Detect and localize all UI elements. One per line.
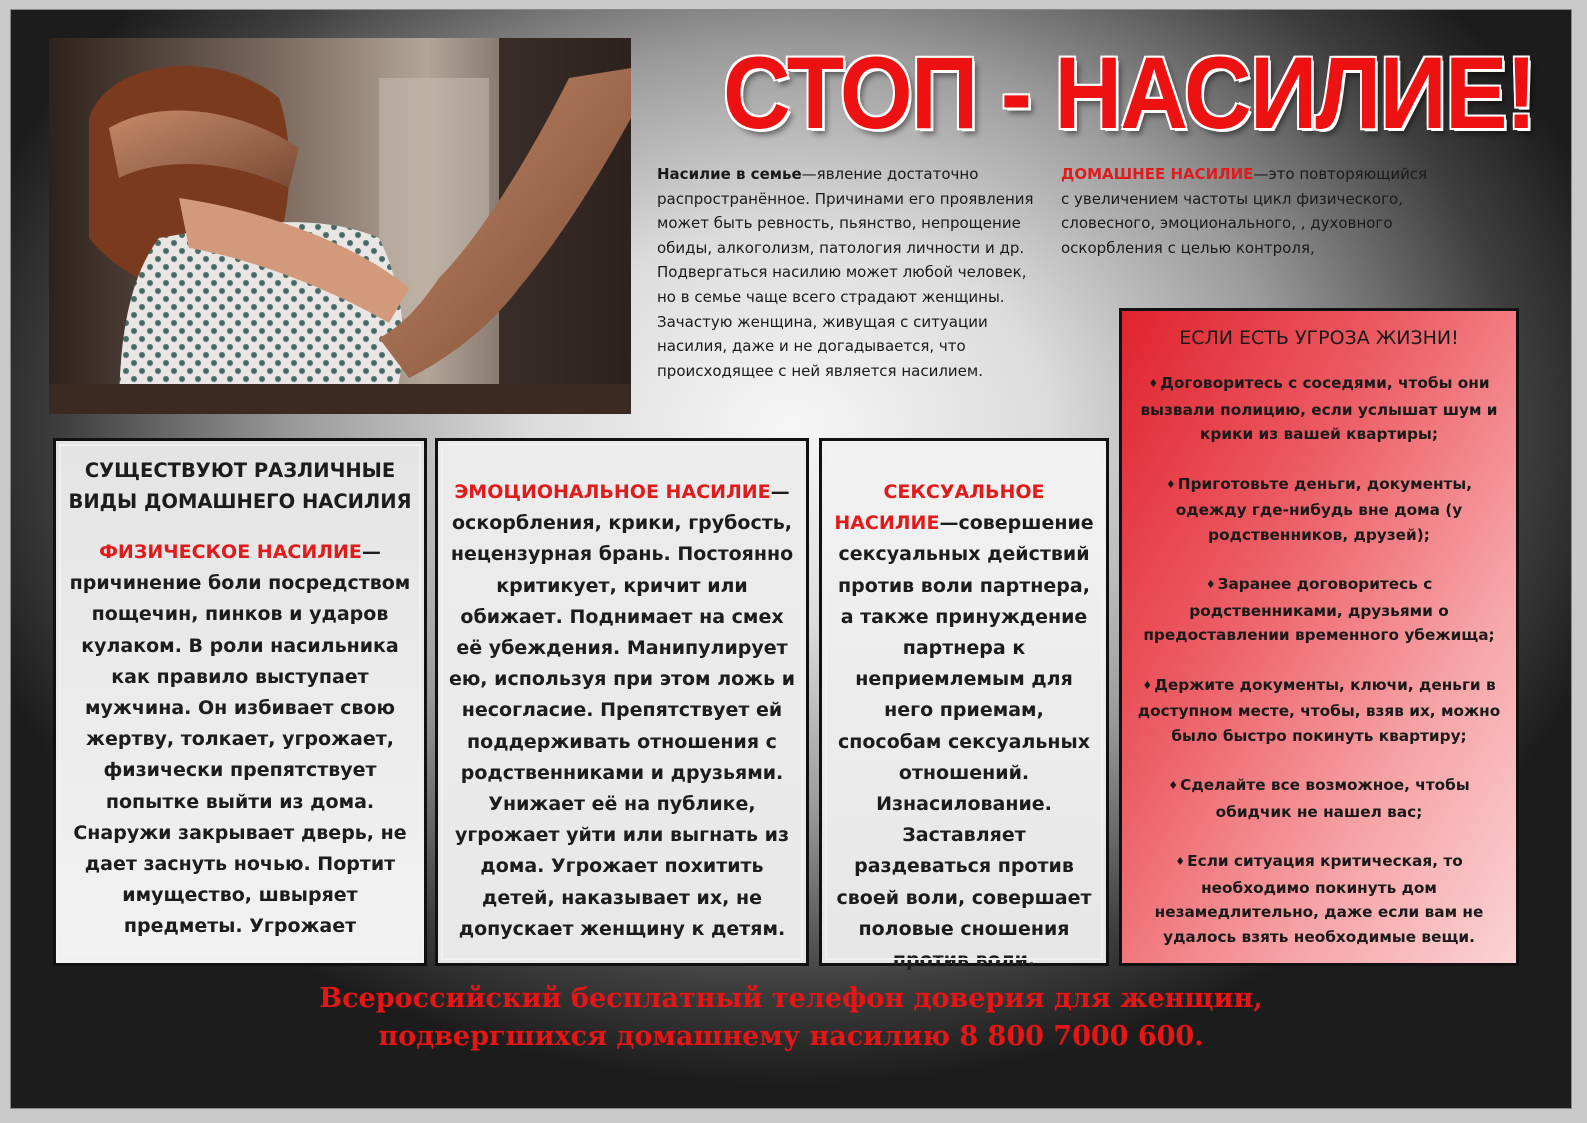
page-title: СТОП - НАСИЛИЕ! [723,36,1536,150]
bullet-diamond-icon: ♦ [1148,377,1159,390]
hotline-line2: подвергшихся домашнему насилию 8 800 7000 600. [378,1021,1204,1052]
emotional-violence-term: ЭМОЦИОНАЛЬНОЕ НАСИЛИЕ [454,481,771,503]
hotline [211,980,1371,1056]
intro-family-violence [657,162,1037,383]
sexual-violence-term: СЕКСУАЛЬНОЕ НАСИЛИЕ [834,481,1045,535]
poster [11,10,1571,1108]
box-emotional-violence [435,438,809,966]
intro-right-term: ДОМАШНЕЕ НАСИЛИЕ [1061,165,1254,183]
box-physical-violence [53,438,427,966]
poster-photo [49,38,631,414]
emotional-violence-text: — оскорбления, крики, грубость, нецензурная брань. Постоянно критикует, кричит или обижает. Поднимает на смех её убеждения. Манипулирует ею, используя при этом ложь и несогласие. Препятствует ей поддерживать отношения с родственниками и друзьями. Унижает её на публике, угрожает уйти или выгнать из дома. Угрожает похитить детей, наказывает их, не допускает женщину к детям. [448,481,796,940]
danger-title: ЕСЛИ ЕСТЬ УГРОЗА ЖИЗНИ! [1179,327,1459,349]
hotline-line1: Всероссийский бесплатный телефон доверия для женщин, [319,983,1263,1014]
danger-item: ♦ Держите документы, ключи, деньги в доступном месте, чтобы, взяв их, можно было быстро покинуть квартиру; [1137,675,1501,745]
intro-left-text: —явление достаточно распространённое. Причинами его проявления может быть ревность, пьянство, непрощение обиды, алкоголизм, патология личности и др. Подвергаться насилию может любой человек, но в семье чаще всего страдают женщины. Зачастую женщина, живущая с ситуации насилия, даже и не догадывается, что происходящее с ней является насилием. [657,165,1034,380]
bullet-diamond-icon: ♦ [1175,855,1186,868]
intro-left-term: Насилие в семье [657,165,802,183]
box-types-heading: СУЩЕСТВУЮТ РАЗЛИЧНЫЕ ВИДЫ ДОМАШНЕГО НАСИЛИЯ [68,459,412,513]
danger-item: ♦ Заранее договоритесь с родственниками, друзьями о предоставлении временного убежища; [1143,575,1495,644]
physical-violence-term: ФИЗИЧЕСКОЕ НАСИЛИЕ [99,541,362,563]
danger-item: ♦ Сделайте все возможное, чтобы обидчик не нашел вас; [1168,776,1470,821]
intro-right-text: —это повторяющийся с увеличением частоты цикл физического, словесного, эмоционального, , духовного оскорбления с целью контроля, [1061,165,1428,257]
bullet-diamond-icon: ♦ [1142,678,1153,692]
danger-item: ♦ Приготовьте деньги, документы, одежду где-нибудь вне дома (у родственников, друзей); [1165,474,1473,544]
danger-item: ♦ Если ситуация критическая, то необходимо покинуть дом незамедлительно, даже если вам не удалось взять необходимые вещи. [1154,852,1484,946]
sexual-violence-text: —совершение сексуальных действий против воли партнера, а также принуждение партнера к неприемлемым для него приемам, способам сексуальных отношений. Изнасилование. Заставляет раздеваться против своей воли, совершает половые сношения против воли. [836,512,1094,972]
danger-list [1130,371,1508,949]
physical-violence-text: —причинение боли посредством пощечин, пинков и ударов кулаком. В роли насильника как правило выступает мужчина. Он избивает свою жертву, толкает, угрожает, физически препятствует попытке выйти из дома. Снаружи закрывает дверь, не дает заснуть ночью. Портит имущество, швыряет предметы. Угрожает [69,541,411,938]
box-sexual-violence [819,438,1109,972]
photo-illustration [49,38,631,414]
bullet-diamond-icon: ♦ [1165,477,1176,491]
danger-box [1119,308,1519,966]
bullet-diamond-icon: ♦ [1168,779,1179,792]
intro-domestic-violence [1061,162,1431,260]
danger-item: ♦ Договоритесь с соседями, чтобы они вызвали полицию, если услышат шум и крики из вашей квартиры; [1140,374,1498,443]
bullet-diamond-icon: ♦ [1205,578,1216,591]
